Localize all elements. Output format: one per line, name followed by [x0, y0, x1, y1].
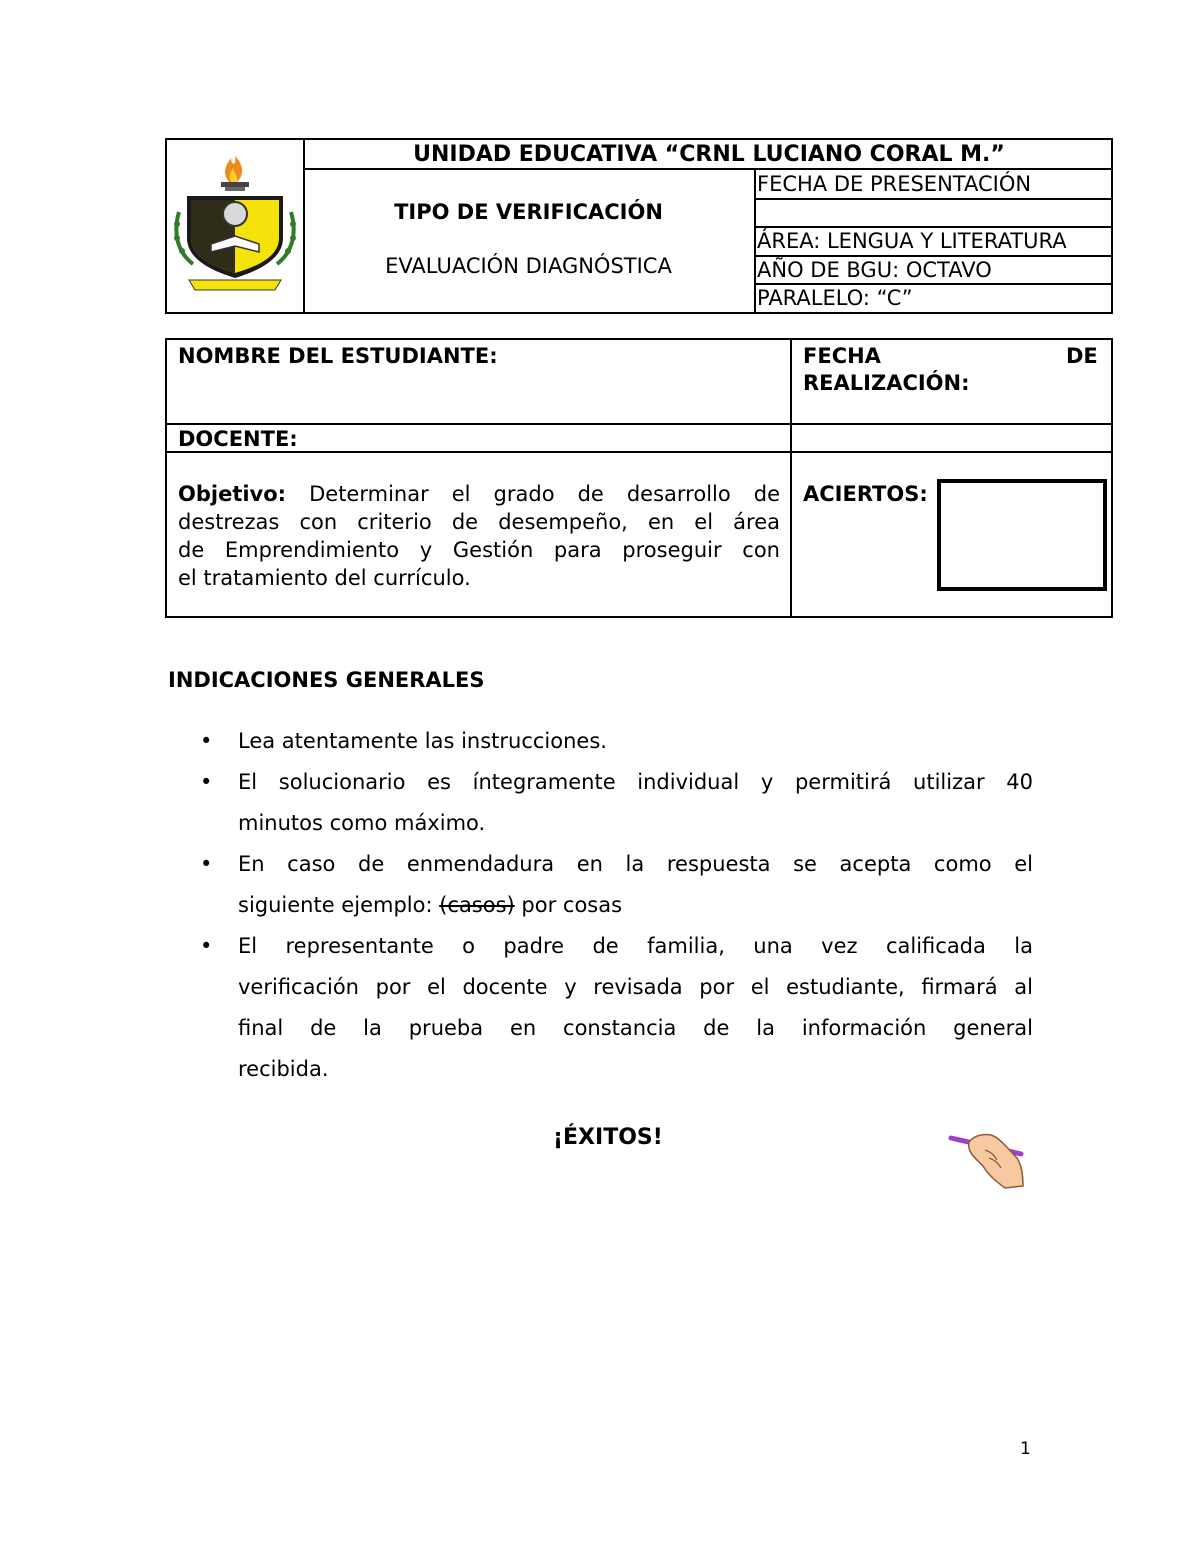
school-crest-icon [171, 152, 299, 296]
instructions-title: INDICACIONES GENERALES [168, 668, 485, 692]
list-item: • El representante o padre de familia, una vez calificada la verificación por el docente y revisada por el estudiante, firmará al final de la prueba en constancia de la información general recibida. [200, 934, 1033, 1081]
divider [754, 170, 756, 312]
objective-label: Objetivo: [178, 482, 287, 506]
instructions-list [200, 721, 1033, 1090]
section-label: PARALELO: “C” [757, 286, 913, 310]
evaluation-type: EVALUACIÓN DIAGNÓSTICA [385, 254, 672, 278]
realization-date-label-1b: DE [1066, 344, 1098, 368]
presentation-date-label: FECHA DE PRESENTACIÓN [757, 172, 1032, 196]
strikethrough-example: (casos) [439, 893, 515, 917]
teacher-label: DOCENTE: [178, 427, 298, 451]
divider [754, 283, 1111, 285]
verification-type-label: TIPO DE VERIFICACIÓN [394, 200, 663, 224]
realization-date-label-1a: FECHA [803, 344, 881, 368]
divider [754, 198, 1111, 200]
closing-message: ¡ÉXITOS! [553, 1125, 663, 1150]
realization-date-label-2: REALIZACIÓN: [803, 371, 970, 395]
year-label: AÑO DE BGU: OCTAVO [757, 258, 992, 282]
divider [754, 255, 1111, 257]
area-label: ÁREA: LENGUA Y LITERATURA [757, 229, 1067, 253]
list-item: • Lea atentamente las instrucciones. [200, 729, 607, 753]
list-item: • El solucionario es íntegramente individual y permitirá utilizar 40 minutos como máximo. [200, 770, 1033, 835]
writing-hand-icon [945, 1128, 1027, 1190]
divider [754, 226, 1111, 228]
divider [790, 340, 792, 616]
header-table [165, 138, 1113, 314]
student-name-label: NOMBRE DEL ESTUDIANTE: [178, 344, 498, 368]
page-number: 1 [1020, 1439, 1031, 1459]
institution-name: UNIDAD EDUCATIVA “CRNL LUCIANO CORAL M.” [413, 142, 1005, 167]
list-item: • En caso de enmendadura en la respuesta se acepta como el siguiente ejemplo: (casos) por cosas [200, 852, 1033, 917]
divider [167, 451, 1111, 453]
score-box[interactable] [937, 479, 1107, 591]
divider [167, 423, 1111, 425]
divider [303, 168, 1111, 170]
score-label: ACIERTOS: [803, 482, 928, 506]
objective-text: Objetivo: Determinar el grado de desarrollo de destrezas con criterio de desempeño, en el área de Emprendimiento y Gestión para proseguir con el tratamiento del currículo. [178, 482, 780, 590]
school-logo [171, 152, 299, 296]
